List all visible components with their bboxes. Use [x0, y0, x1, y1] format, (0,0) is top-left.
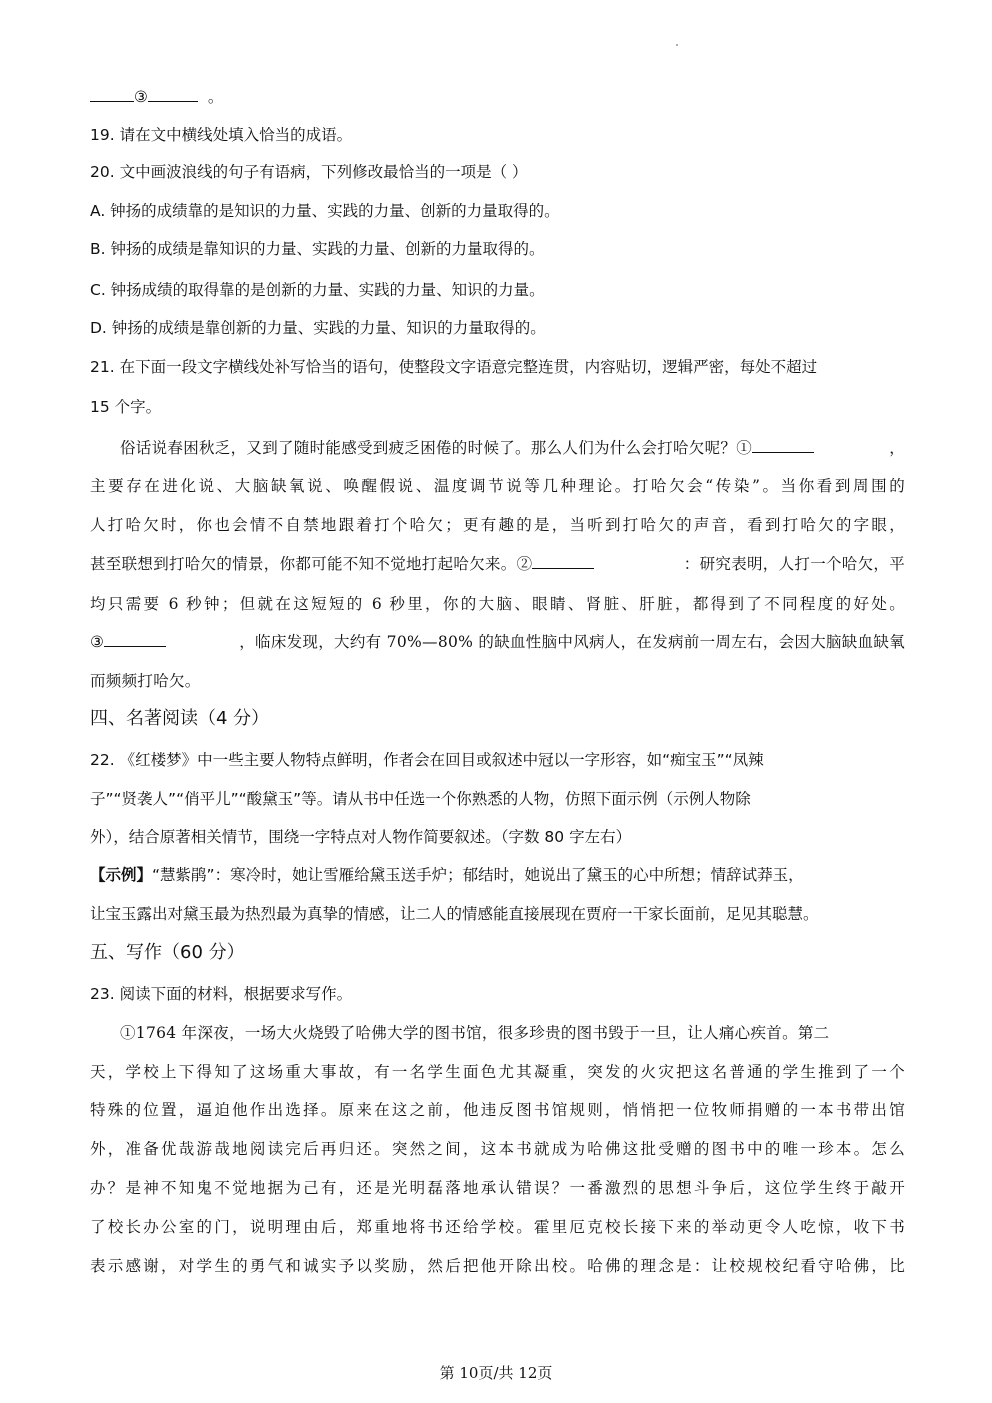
passage-line-2: 主要存在进化说、大脑缺氧说、唤醒假说、温度调节说等几种理论。打哈欠会“传染”。当你看到周围的	[90, 477, 905, 495]
example-text: “慧紫鹃”：寒冷时，她让雪雁给黛玉送手炉；郁结时，她说出了黛玉的心中所想；情辞试莽玉，	[152, 866, 804, 884]
question-23: 23. 阅读下面的材料，根据要求写作。	[90, 985, 353, 1003]
material-line-7: 表示感谢，对学生的勇气和诚实予以奖励，然后把他开除出校。哈佛的理念是：让校规校纪看守哈佛，比	[90, 1257, 905, 1275]
example-line-2: 让宝玉露出对黛玉最为热烈最为真挚的情感，让二人的情感能直接展现在贾府一干家长面前，足见其聪慧。	[90, 905, 819, 923]
page-number: 第 10页/共 12页	[439, 1364, 553, 1382]
question-22-line-3: 外），结合原著相关情节，围绕一字特点对人物作简要叙述。（字数 80 字左右）	[90, 828, 632, 846]
question-21-line-2: 15 个字。	[90, 398, 162, 416]
line-end: 。	[207, 88, 224, 106]
passage-line-1	[120, 438, 905, 458]
question-22-line-1: 22. 《红楼梦》中一些主要人物特点鲜明，作者会在回目或叙述中冠以一字形容，如“痴宝玉”“凤辣	[90, 751, 764, 769]
blank-marker: ③	[134, 88, 148, 106]
blank-line	[532, 554, 594, 569]
section-heading-4: 四、名著阅读（4 分）	[90, 708, 270, 729]
material-line-6: 了校长办公室的门，说明理由后，郑重地将书还给学校。霍里厄克校长接下来的举动更令人吃惊，收下书	[90, 1218, 905, 1236]
example-label: 【示例】	[90, 866, 153, 884]
material-line-1: ①1764 年深夜，一场大火烧毁了哈佛大学的图书馆，很多珍贵的图书毁于一旦，让人痛心疾首。第二	[120, 1024, 830, 1042]
question-22-line-2: 子”“贤袭人”“俏平儿”“酸黛玉”等。请从书中任选一个你熟悉的人物，仿照下面示例（示例人物除	[90, 790, 751, 808]
passage-text: ③	[90, 633, 105, 651]
passage-text: 甚至联想到打哈欠的情景，你都可能不知不觉地打起哈欠来。②	[90, 555, 533, 573]
passage-text: ，临床发现，大约有 70%—80% 的缺血性脑中风病人，在发病前一周左右，会因大脑缺血缺氧	[239, 633, 905, 651]
option-d: D. 钟扬的成绩是靠创新的力量、实践的力量、知识的力量取得的。	[90, 319, 546, 337]
passage-text: 俗话说春困秋乏，又到了随时能感受到疲乏困倦的时候了。那么人们为什么会打哈欠呢？①	[120, 439, 753, 457]
passage-line-6	[90, 632, 905, 652]
material-line-3: 特殊的位置，逼迫他作出选择。原来在这之前，他违反图书馆规则，悄悄把一位牧师捐赠的一本书带出馆	[90, 1101, 905, 1119]
blank-line	[104, 632, 166, 647]
passage-line-3: 人打哈欠时，你也会情不自禁地跟着打个哈欠；更有趣的是，当听到打哈欠的声音，看到打哈欠的字眼，	[90, 516, 905, 534]
scan-dot	[676, 44, 678, 46]
passage-line-7: 而频频打哈欠。	[90, 672, 201, 690]
option-b: B. 钟扬的成绩是靠知识的力量、实践的力量、创新的力量取得的。	[90, 240, 545, 258]
question-21-line-1: 21. 在下面一段文字横线处补写恰当的语句，使整段文字语意完整连贯，内容贴切，逻辑严密，每处不超过	[90, 358, 818, 376]
answer-line-3	[90, 87, 905, 107]
material-line-5: 办？是神不知鬼不觉地据为己有，还是光明磊落地承认错误？一番激烈的思想斗争后，这位学生终于敲开	[90, 1179, 905, 1197]
question-20: 20. 文中画波浪线的句子有语病，下列修改最恰当的一项是（ ）	[90, 163, 528, 181]
question-19: 19. 请在文中横线处填入恰当的成语。	[90, 126, 353, 144]
option-a: A. 钟扬的成绩靠的是知识的力量、实践的力量、创新的力量取得的。	[90, 202, 560, 220]
example-line-1	[90, 865, 905, 885]
option-c: C. 钟扬成绩的取得靠的是创新的力量、实践的力量、知识的力量。	[90, 281, 545, 299]
blank-line	[148, 87, 198, 102]
section-heading-5: 五、写作（60 分）	[90, 942, 245, 963]
passage-line-5: 均只需要 6 秒钟；但就在这短短的 6 秒里，你的大脑、眼睛、肾脏、肝脏，都得到了不同程度的好处。	[90, 595, 905, 613]
material-line-2: 天，学校上下得知了这场重大事故，有一名学生面色尤其凝重，突发的火灾把这名普通的学生推到了一个	[90, 1063, 905, 1081]
blank-line	[90, 87, 134, 102]
blank-line	[752, 438, 814, 453]
passage-line-4	[90, 554, 905, 574]
material-line-4: 外，准备优哉游哉地阅读完后再归还。突然之间，这本书就成为哈佛这批受赠的图书中的唯一珍本。怎么	[90, 1140, 905, 1158]
passage-text: ，	[889, 439, 905, 457]
passage-text: ：研究表明，人打一个哈欠，平	[683, 555, 905, 573]
